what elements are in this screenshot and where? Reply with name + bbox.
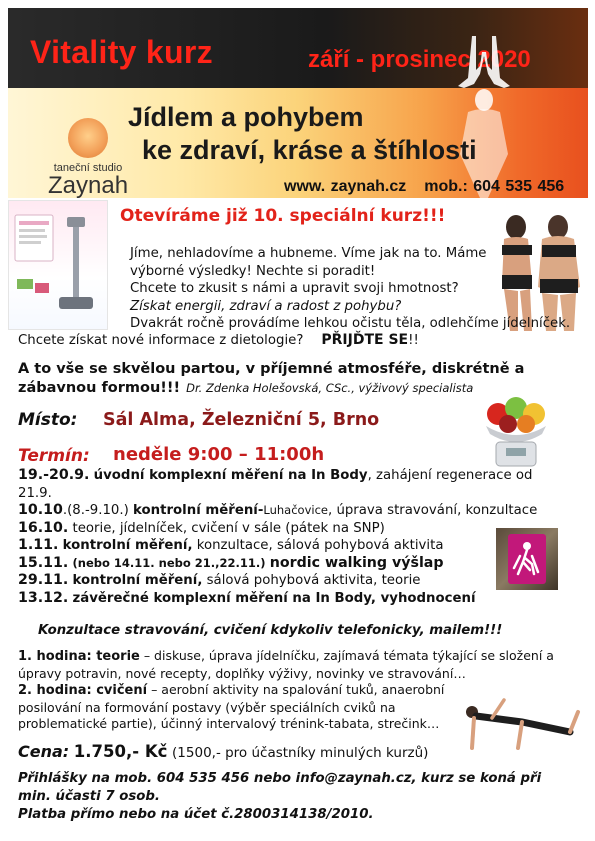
lesson-2-text: – aerobní aktivity na spalování tuků, anaerobní posilování na formování postavy (výběr speciálních cviků na problematické partie), účinný intervalový trénink-tabata, strečink… [18,682,445,731]
schedule-item [18,572,588,590]
schedule-alternatives: (nebo 14.11. nebo 21.,22.11.) [72,555,266,570]
schedule-highlight: kontrolní měření, [62,538,193,553]
intro-line-3: Chcete to zkusit s námi a upravit svoji hmotnost? [130,281,459,296]
schedule-list [18,467,588,607]
headline [128,101,477,167]
course-dates: září - prosinec 2020 [308,46,531,73]
studio-logo [48,118,128,198]
lesson-1 [18,648,588,682]
atmosphere-line-1: A to vše se skvělou partou, v příjemné atmosféře, diskrétně a [18,361,525,377]
intro-line-2: výborné výsledky! Nechte si poradit! [130,263,376,279]
schedule-date: 16.10. [18,519,69,536]
venue-value: Sál Alma, Železniční 5, Brno [103,410,380,430]
schedule-highlight: kontrolní měření, [72,573,203,588]
lesson-1-label: 1. hodina: teorie [18,649,140,664]
course-announcement: Otevíráme již 10. speciální kurz!!! [120,206,446,226]
schedule-date: 15.11. [18,554,69,571]
cta-suffix: !! [408,333,419,348]
schedule-highlight: nordic walking výšlap [269,554,444,571]
question-text: Chcete získat nové informace z dietologie? [18,333,304,348]
schedule-item [18,502,588,520]
logo-emblem-icon [68,118,108,158]
body-analyzer-image [8,200,108,330]
schedule-text: , úprava stravování, konzultace [327,503,538,518]
price-discount-note: (1500,- pro účastníky minulých kurzů) [172,745,429,761]
headline-line-1: Jídlem a pohybem [128,102,364,132]
term-label: Termín: [18,446,90,466]
schedule-text: , zahájení regenerace od 21.9. [18,468,533,501]
headline-line-2: ke zdraví, kráse a štíhlosti [142,135,477,165]
intro-line-4: Získat energii, zdraví a radost z pohybu? [130,298,402,314]
payment-text: Platba přímo nebo na účet č.2800314138/2010. [18,807,374,822]
schedule-text: sálová pohybová aktivita, teorie [202,573,421,588]
intro-text [130,245,570,333]
lesson-2-label: 2. hodina: cvičení [18,683,148,698]
schedule-item [18,555,588,573]
header-banner [8,8,588,198]
venue-label: Místo: [18,410,78,430]
intro-line-1: Jíme, nehladovíme a hubneme. Víme jak na to. Máme [130,246,487,261]
body-analyzer-icon [9,201,107,329]
term-value: neděle 9:00 – 11:00h [113,444,325,465]
price-value: 1.750,- Kč [73,742,168,761]
intro-line-5: Dvakrát ročně provádíme lehkou očistu těla, odlehčíme jídelníček. [130,316,571,331]
schedule-date: 29.11. [18,572,69,588]
schedule-highlight: kontrolní měření- [133,503,264,518]
lessons-description [18,648,588,733]
phone-number: mob.: 604 535 456 [424,178,565,195]
logo-subtitle: taneční studio [53,162,123,174]
course-title: Vitality kurz [30,34,213,70]
schedule-highlight: úvodní komplexní měření na In Body [93,468,368,483]
lesson-1-text: – diskuse, úprava jídelníčku, zajímavá témata týkající se složení a úpravy potravin, nové recepty, doplňky výživy, novinky ve stravování… [18,648,554,681]
price-label: Cena: [18,742,70,761]
lesson-2 [18,682,448,733]
schedule-text: teorie, jídelníček, cvičení v sále (pátek na SNP) [68,520,385,536]
signup-text[interactable]: Přihlášky na mob. 604 535 456 nebo info@zaynah.cz, kurz se koná při min. účasti 7 osob. [18,771,542,804]
schedule-item [18,467,568,502]
schedule-date: 1.11. [18,537,59,553]
atmosphere-text [18,360,524,398]
schedule-date: 10.10 [18,502,63,518]
author-signature: Dr. Zdenka Holešovská, CSc., výživový specialista [186,381,474,395]
price-line [18,742,428,761]
schedule-item [18,537,588,555]
dietology-question [18,332,419,348]
signup-info [18,770,578,824]
schedule-item [18,520,588,538]
logo-name: Zaynah [48,172,129,198]
fruit-scale-image [482,392,550,472]
schedule-date: 13.12. [18,589,69,606]
schedule-subdate: .(8.-9.10.) [62,503,129,518]
cta-text: PŘIJĎTE SE [321,332,409,348]
schedule-date: 19.-20.9. [18,467,90,483]
schedule-text: konzultace, sálová pohybová aktivita [192,538,444,553]
header-contact [284,178,564,196]
consultation-note: Konzultace stravování, cvičení kdykoliv telefonicky, mailem!!! [38,623,503,638]
schedule-item [18,590,588,608]
schedule-highlight: závěrečné komplexní měření na In Body, vyhodnocení [72,590,476,606]
schedule-location: Luhačovice [263,503,328,517]
atmosphere-line-2: zábavnou formou!!! [18,380,181,396]
website-link[interactable]: www. zaynah.cz [284,178,407,195]
